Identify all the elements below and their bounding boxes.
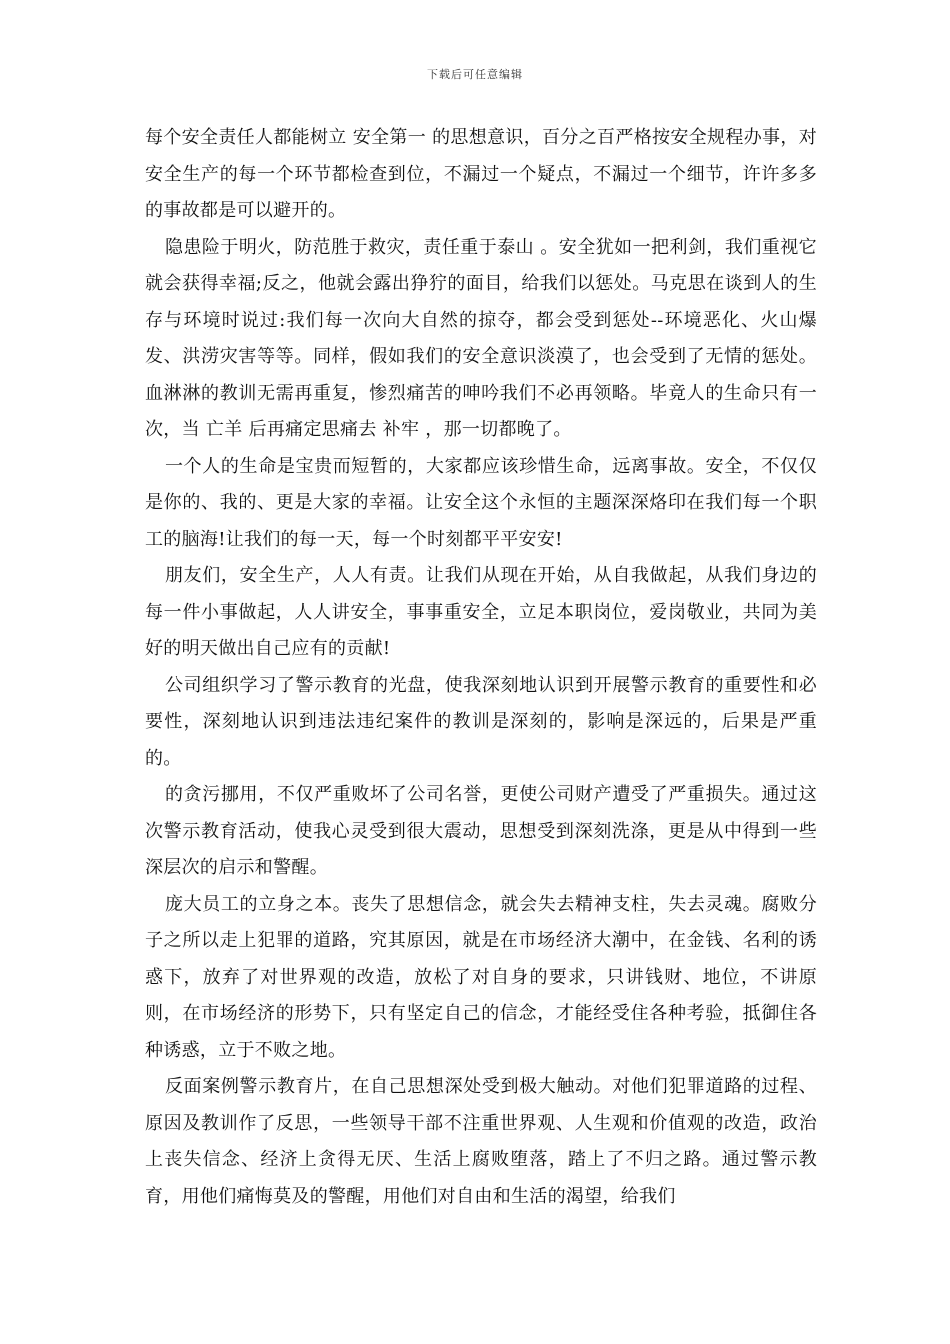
paragraph-3: 一个人的生命是宝贵而短暂的，大家都应该珍惜生命，远离事故。安全，不仅仅是你的、我的、更是大家的幸福。让安全这个永恒的主题深深烙印在我们每一个职工的脑海!让我们的每一天，每一个时刻都平平安安! [145,455,817,550]
paragraph-1: 每个安全责任人都能树立 安全第一 的思想意识，百分之百严格按安全规程办事，对安全生产的每一个环节都检查到位，不漏过一个疑点，不漏过一个细节，许许多多的事故都是可以避开的。 [145,127,817,221]
page-header-note: 下载后可任意编辑 [427,68,523,81]
paragraph-7: 庞大员工的立身之本。丧失了思想信念，就会失去精神支柱，失去灵魂。腐败分子之所以走上犯罪的道路，究其原因，就是在市场经济大潮中，在金钱、名利的诱惑下，放弃了对世界观的改造，放松了对自身的要求，只讲钱财、地位，不讲原则，在市场经济的形势下，只有坚定自己的信念，才能经受住各种考验，抵御住各种诱惑，立于不败之地。 [145,893,817,1061]
paragraph-4: 朋友们，安全生产，人人有责。让我们从现在开始，从自我做起，从我们身边的每一件小事做起，人人讲安全，事事重安全，立足本职岗位，爱岗敬业，共同为美好的明天做出自己应有的贡献! [145,565,817,659]
document-body [145,120,817,1215]
paragraph-8: 反面案例警示教育片，在自己思想深处受到极大触动。对他们犯罪道路的过程、原因及教训作了反思，一些领导干部不注重世界观、人生观和价值观的改造，政治上丧失信念、经济上贪得无厌、生活上腐败堕落，踏上了不归之路。通过警示教育，用他们痛悔莫及的警醒，用他们对自由和生活的渴望，给我们 [145,1076,817,1207]
paragraph-5: 公司组织学习了警示教育的光盘，使我深刻地认识到开展警示教育的重要性和必要性，深刻地认识到违法违纪案件的教训是深刻的，影响是深远的，后果是严重的。 [145,674,817,769]
paragraph-2: 隐患险于明火，防范胜于救灾，责任重于泰山 。安全犹如一把利剑，我们重视它就会获得幸福;反之，他就会露出狰狞的面目，给我们以惩处。马克思在谈到人的生存与环境时说过:我们每一次向大自然的掠夺，都会受到惩处--环境恶化、火山爆发、洪涝灾害等等。同样，假如我们的安全意识淡漠了，也会受到了无情的惩处。血淋淋的教训无需再重复，惨烈痛苦的呻吟我们不必再领略。毕竟人的生命只有一次，当 亡羊 后再痛定思痛去 补牢 ，那一切都晚了。 [145,236,817,440]
paragraph-6: 的贪污挪用，不仅严重败坏了公司名誉，更使公司财产遭受了严重损失。通过这次警示教育活动，使我心灵受到很大震动，思想受到深刻洗涤，更是从中得到一些深层次的启示和警醒。 [145,784,817,878]
